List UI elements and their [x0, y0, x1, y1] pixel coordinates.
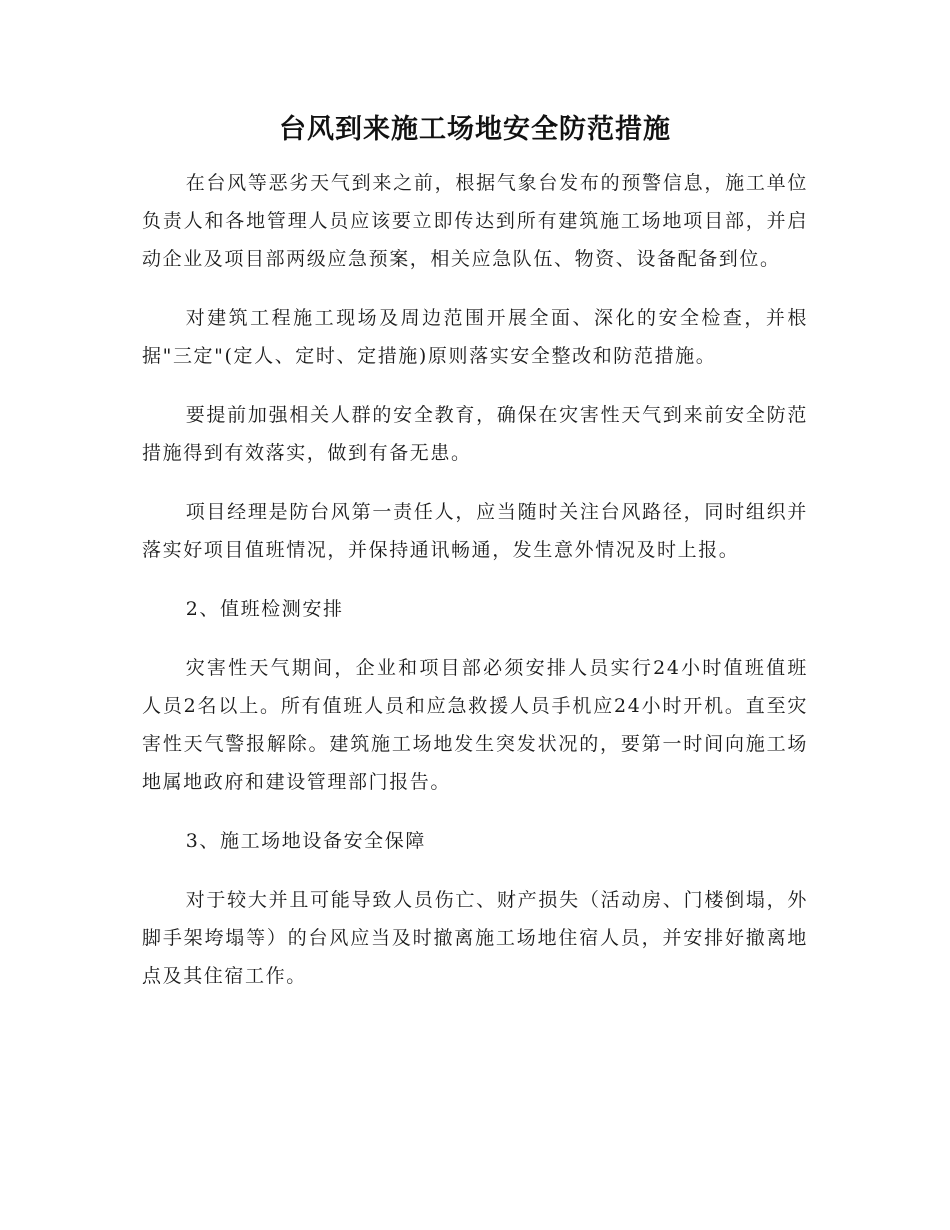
paragraph-warning-notice: 在台风等恶劣天气到来之前，根据气象台发布的预警信息，施工单位负责人和各地管理人员应该要立即传达到所有建筑施工场地项目部，并启动企业及项目部两级应急预案，相关应急队伍、物资、设备配备到位。: [142, 172, 808, 270]
paragraph-evacuation: 对于较大并且可能导致人员伤亡、财产损失（活动房、门楼倒塌，外脚手架垮塌等）的台风应当及时撤离施工场地住宿人员，并安排好撤离地点及其住宿工作。: [142, 889, 808, 987]
paragraph-safety-inspection: 对建筑工程施工现场及周边范围开展全面、深化的安全检查，并根据"三定"(定人、定时、定措施)原则落实安全整改和防范措施。: [142, 307, 808, 367]
paragraph-project-manager: 项目经理是防台风第一责任人，应当随时关注台风路径，同时组织并落实好项目值班情况，并保持通讯畅通，发生意外情况及时上报。: [142, 501, 808, 561]
section-heading-equipment-safety: 3、施工场地设备安全保障: [185, 830, 426, 852]
document-title: 台风到来施工场地安全防范措施: [279, 114, 671, 145]
paragraph-safety-education: 要提前加强相关人群的安全教育，确保在灾害性天气到来前安全防范措施得到有效落实，做到有备无患。: [142, 404, 808, 464]
section-heading-duty-arrangement: 2、值班检测安排: [185, 598, 344, 620]
paragraph-duty-arrangement: 灾害性天气期间，企业和项目部必须安排人员实行24小时值班值班人员2名以上。所有值班人员和应急救援人员手机应24小时开机。直至灾害性天气警报解除。建筑施工场地发生突发状况的，要第一时间向施工场地属地政府和建设管理部门报告。: [142, 657, 808, 793]
document-body: [142, 108, 808, 1016]
